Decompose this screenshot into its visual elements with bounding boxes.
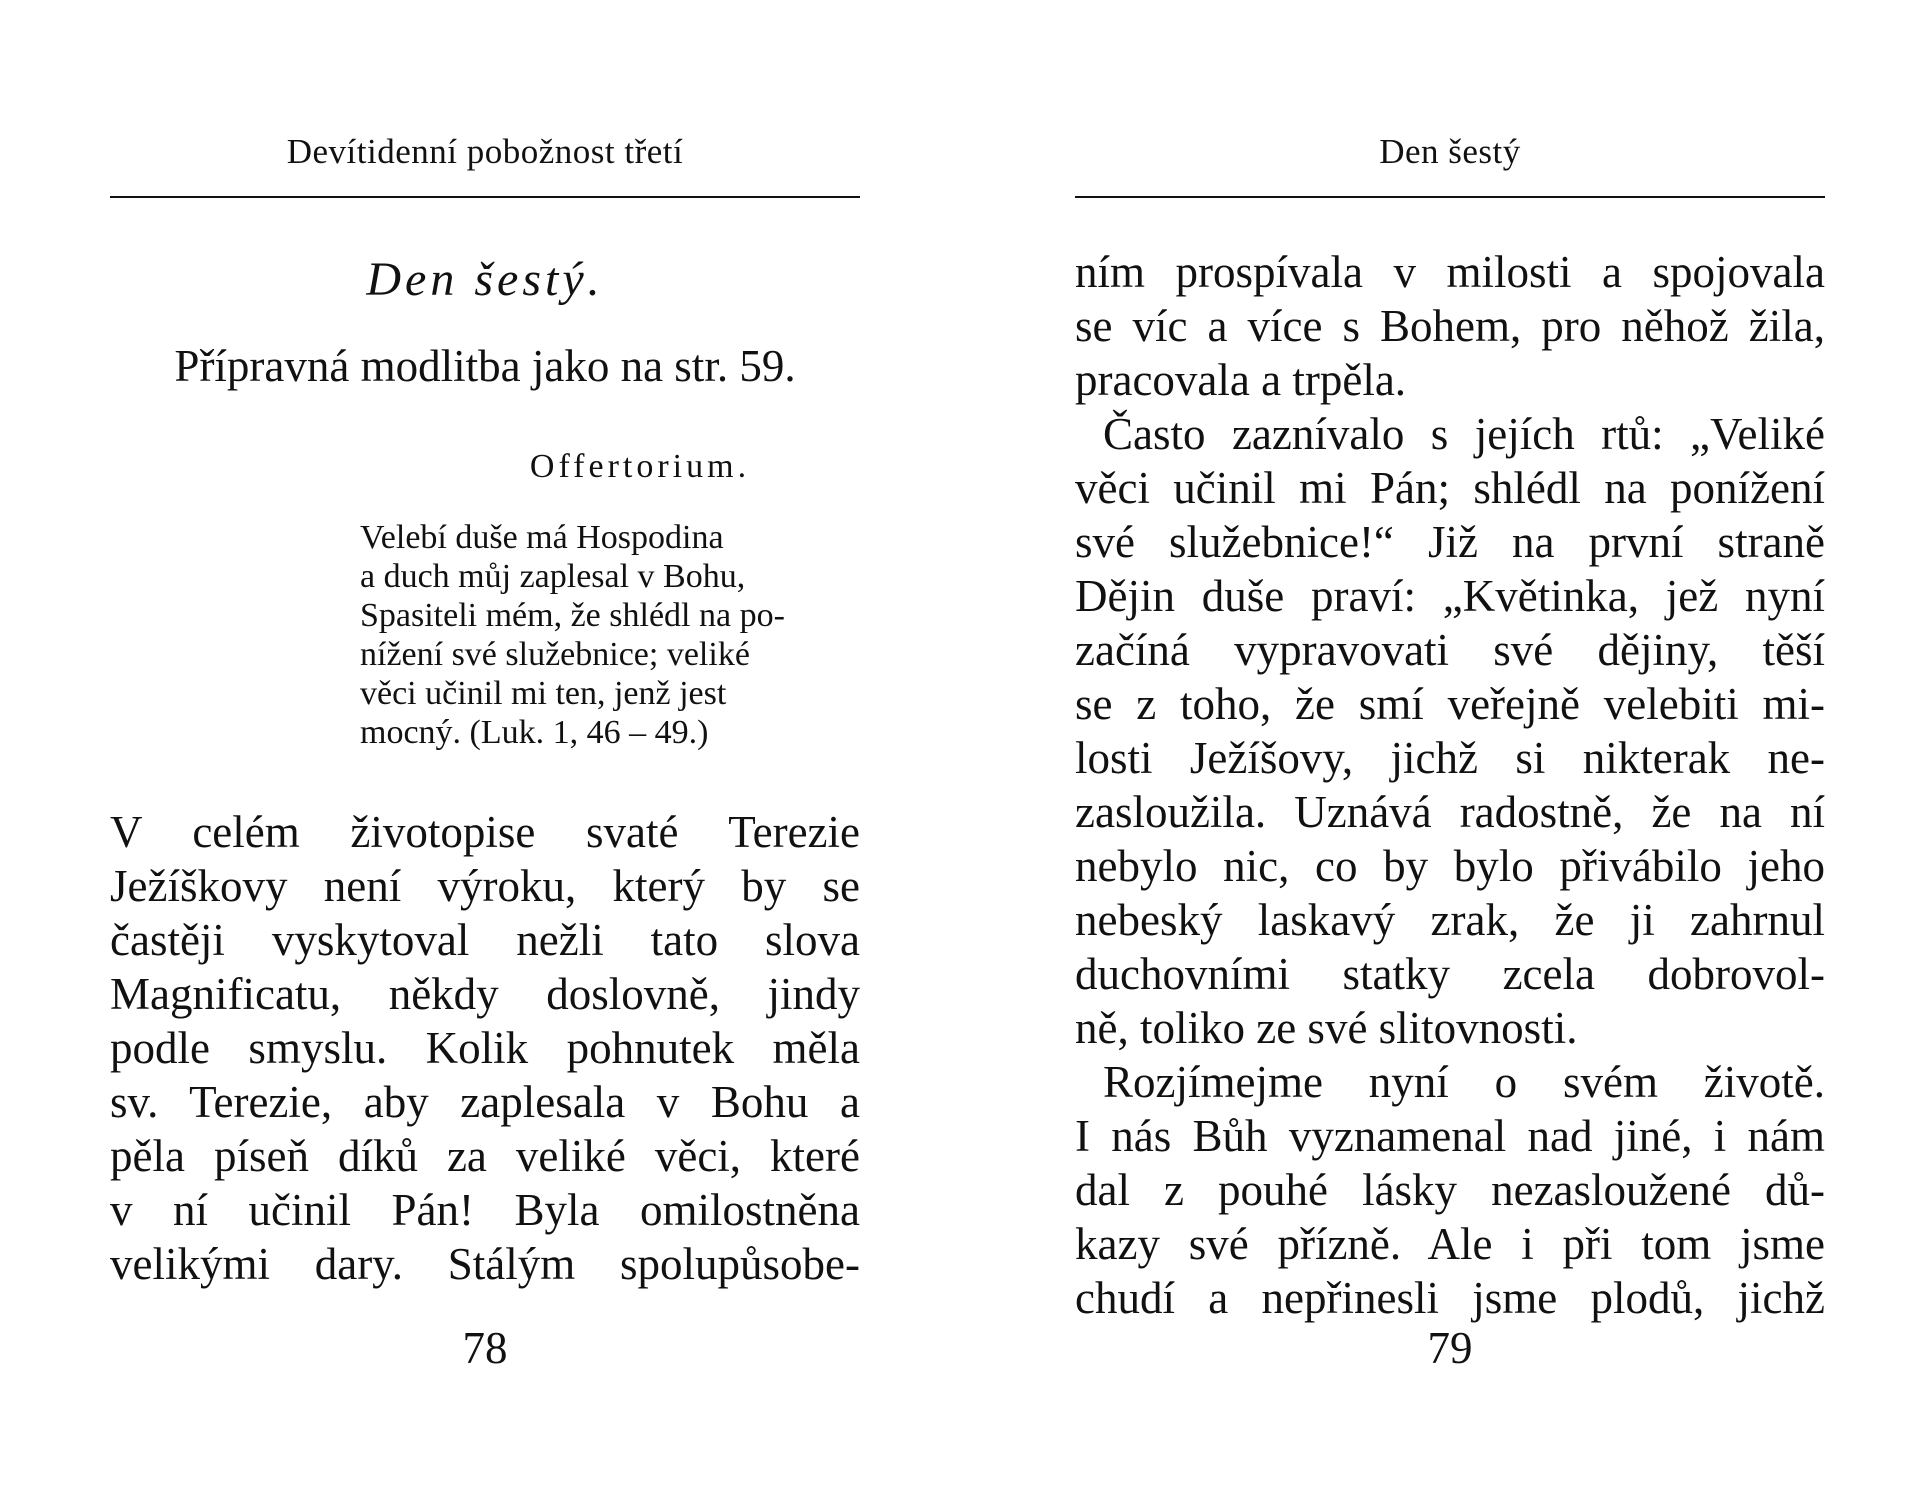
- text-line: pracovala a trpěla.: [1075, 355, 1407, 405]
- day-title: Den šestý.: [366, 253, 604, 306]
- text-line: věci učinil mi Pán; shlédl na ponížení: [1075, 463, 1825, 513]
- text-line: ně, toliko ze své slitovnosti.: [1075, 1003, 1578, 1053]
- header-rule: [1075, 196, 1825, 198]
- text-line: se víc a více s Bohem, pro něhož žila,: [1075, 301, 1825, 351]
- running-head: Devítidenní pobožnost třetí: [286, 132, 684, 171]
- text-line: zasloužila. Uznává radostně, že na ní: [1075, 787, 1825, 837]
- body-text: [1075, 245, 1825, 1325]
- text-line: ním prospívala v milosti a spojovala: [1075, 247, 1825, 297]
- text-line: své služebnice!“ Již na první straně: [1075, 517, 1825, 567]
- text-line: velikými dary. Stálým spolupůsobe-: [110, 1239, 860, 1289]
- text-line: Ježíškovy není výroku, který by se: [110, 861, 860, 911]
- text-line: v ní učinil Pán! Byla omilostněna: [110, 1185, 860, 1235]
- text-line: pěla píseň díků za veliké věci, které: [110, 1131, 860, 1181]
- text-line: I nás Bůh vyznamenal nad jiné, i nám: [1075, 1111, 1825, 1161]
- text-line: Rozjímejme nyní o svém životě.: [1103, 1057, 1825, 1107]
- text-line: dal z pouhé lásky nezasloužené dů-: [1075, 1165, 1825, 1215]
- offertory-line: Velebí duše má Hospodina: [360, 519, 724, 556]
- text-line: se z toho, že smí veřejně velebiti mi-: [1075, 679, 1825, 729]
- text-line: V celém životopise svaté Terezie: [110, 807, 860, 857]
- prep-prayer-note: Přípravná modlitba jako na str. 59.: [174, 341, 796, 391]
- header-rule: [110, 196, 860, 198]
- text-line: Dějin duše praví: „Květinka, jež nyní: [1075, 571, 1825, 621]
- offertory-line: mocný. (Luk. 1, 46 – 49.): [360, 714, 709, 751]
- body-text: [110, 805, 860, 1291]
- offertory-line: a duch můj zaplesal v Bohu,: [360, 558, 746, 595]
- text-line: chudí a nepřinesli jsme plodů, jichž: [1075, 1273, 1825, 1323]
- text-line: nebeský laskavý zrak, že ji zahrnul: [1075, 895, 1825, 945]
- text-line: sv. Terezie, aby zaplesala v Bohu a: [110, 1077, 860, 1127]
- offertory-line: věci učinil mi ten, jenž jest: [360, 675, 727, 712]
- running-head: Den šestý: [1379, 132, 1521, 171]
- text-line: Často zaznívalo s jejích rtů: „Veliké: [1103, 409, 1825, 459]
- text-line: začíná vypravovati své dějiny, těší: [1075, 625, 1825, 675]
- text-line: častěji vyskytoval nežli tato slova: [110, 915, 860, 965]
- offertory-line: Spasiteli mém, že shlédl na po-: [360, 597, 785, 634]
- left-page: [110, 0, 860, 1500]
- text-line: kazy své přízně. Ale i při tom jsme: [1075, 1219, 1825, 1269]
- text-line: nebylo nic, co by bylo přivábilo jeho: [1075, 841, 1825, 891]
- offertory-text: [360, 518, 860, 752]
- page-number: 78: [462, 1323, 508, 1373]
- page-number: 79: [1427, 1323, 1473, 1373]
- text-line: duchovními statky zcela dobrovol-: [1075, 949, 1825, 999]
- offertory-label: Offertorium.: [529, 448, 751, 485]
- text-line: losti Ježíšovy, jichž si nikterak ne-: [1075, 733, 1825, 783]
- offertory-line: nížení své služebnice; veliké: [360, 636, 750, 673]
- text-line: podle smyslu. Kolik pohnutek měla: [110, 1023, 860, 1073]
- text-line: Magnificatu, někdy doslovně, jindy: [110, 969, 860, 1019]
- right-page: [1075, 0, 1825, 1500]
